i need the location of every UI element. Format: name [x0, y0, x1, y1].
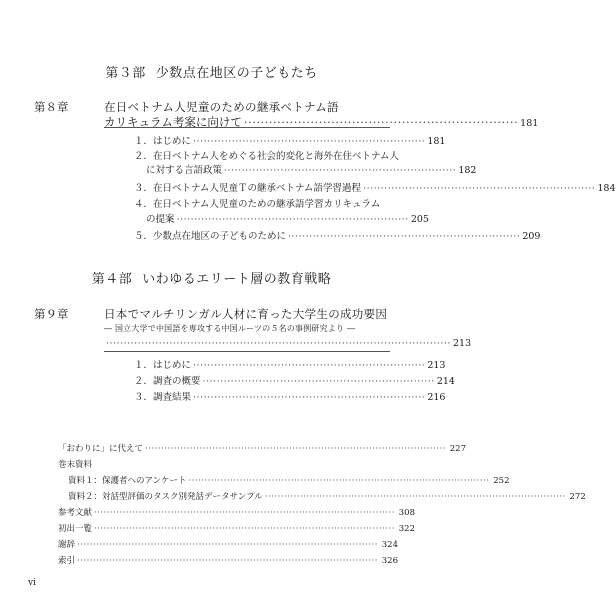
backmatter-page: 227 — [449, 444, 466, 454]
toc-entry — [146, 211, 429, 225]
chapter9-subtitle: ― 国立大学で中国語を専攻する中国ルーツの５名の事例研究より ― — [104, 324, 356, 333]
backmatter-page: 326 — [381, 556, 398, 566]
toc-entry-page: 182 — [458, 165, 477, 176]
backmatter-page: 324 — [381, 540, 398, 550]
toc-entry-text: ３．在日ベトナム人児童Ｔの継承ベトナム語学習過程 — [134, 183, 362, 194]
toc-entry-page: 213 — [427, 360, 446, 371]
leader-dots: ······························································································ — [264, 492, 566, 502]
part3-number: 第３部 — [105, 66, 146, 81]
chapter9-page-row — [104, 338, 472, 349]
backmatter-entry — [58, 522, 415, 534]
leader-dots: ·································································· — [202, 376, 435, 387]
toc-entry-page: 216 — [427, 392, 446, 403]
chapter9-title: 日本でマルチリンガル人材に育った大学生の成功要因 — [104, 307, 388, 321]
toc-entry — [134, 357, 446, 371]
toc-entry-text: ４．在日ベトナム人児童のための継承語学習カリキュラム — [134, 199, 381, 210]
backmatter-text: 謝辞 — [58, 540, 76, 550]
leader-dots: ······························································································ — [145, 444, 446, 454]
toc-entry-page: 205 — [410, 214, 429, 225]
backmatter-page: 252 — [493, 476, 510, 486]
leader-dots: ·································································· — [243, 115, 519, 129]
backmatter-text: 「おわりに」に代えて — [58, 444, 144, 454]
part4-title: いわゆるエリート層の教育戦略 — [142, 272, 332, 287]
toc-entry-continuation: の提案 — [146, 214, 175, 225]
toc-entry — [134, 228, 541, 242]
toc-entry-text: ３．調査結果 — [134, 392, 192, 403]
leader-dots: ·································································· — [224, 165, 457, 176]
toc-entry — [134, 373, 455, 387]
part3-heading — [0, 62, 423, 81]
toc-entry-text: １．はじめに — [134, 136, 192, 147]
toc-entry — [134, 133, 446, 147]
leader-dots: ·································································· — [193, 360, 426, 371]
chapter9-page: 213 — [452, 338, 472, 349]
backmatter-entry — [58, 458, 390, 470]
toc-entry-page: 214 — [436, 376, 455, 387]
backmatter-text: 索引 — [58, 556, 76, 566]
chapter9-rule — [104, 351, 390, 352]
backmatter-entry — [58, 506, 415, 518]
toc-entry-page: 181 — [427, 136, 446, 147]
backmatter-entry — [58, 442, 466, 454]
leader-dots: ······························································································ — [94, 524, 395, 534]
backmatter-page: 272 — [569, 492, 586, 502]
leader-dots: ·································································· — [193, 136, 426, 147]
leader-dots: ·································································· — [193, 392, 426, 403]
toc-entry-page: 184 — [597, 183, 616, 194]
toc-entry-page: 209 — [522, 231, 541, 242]
toc-entry-text: ２．調査の概要 — [134, 376, 201, 387]
leader-dots: ······························································································ — [77, 540, 378, 550]
backmatter-entry — [68, 490, 586, 502]
backmatter-text: 初出一覧 — [58, 524, 93, 534]
toc-entry-continuation: に対する言語政策 — [146, 165, 223, 176]
part4-number: 第４部 — [91, 272, 133, 287]
leader-dots: ·································································································· — [106, 338, 451, 349]
backmatter-page: 322 — [398, 524, 415, 534]
backmatter-entry — [58, 538, 398, 550]
leader-dots: ······························································································ — [188, 476, 490, 486]
toc-entry-text: ２．在日ベトナム人をめぐる社会的変化と海外在住ベトナム人 — [134, 151, 400, 162]
part4-heading — [0, 268, 423, 287]
backmatter-text: 資料１：保護者へのアンケート — [68, 476, 187, 486]
chapter8-title-line2: カリキュラム考案に向けて — [104, 115, 242, 129]
leader-dots: ······························································································ — [94, 508, 395, 518]
chapter8-rule — [104, 127, 390, 128]
toc-entry-text: ５．少数点在地区の子どものために — [134, 231, 287, 242]
toc-entry — [134, 180, 616, 194]
toc-entry-text: １．はじめに — [134, 360, 192, 371]
chapter8-title-line1: 在日ベトナム人児童のための継承ベトナム語 — [104, 100, 339, 114]
backmatter-entry — [68, 474, 510, 486]
leader-dots: ·································································· — [288, 231, 521, 242]
backmatter-text: 資料２：対話型評価のタスク別発話データサンプル — [68, 492, 263, 502]
page-number: vi — [28, 578, 36, 588]
backmatter-entry — [58, 554, 398, 566]
backmatter-text: 参考文献 — [58, 508, 93, 518]
chapter8-label: 第８章 — [34, 100, 69, 114]
backmatter-text: 巻末資料 — [58, 460, 93, 470]
leader-dots: ······························································································ — [77, 556, 378, 566]
toc-entry — [134, 389, 446, 403]
leader-dots: ·································································· — [363, 183, 596, 194]
chapter9-label: 第９章 — [34, 307, 69, 321]
leader-dots: ·································································· — [176, 214, 409, 225]
backmatter-page: 308 — [398, 508, 415, 518]
part3-title: 少数点在地区の子どもたち — [155, 66, 318, 81]
toc-entry — [146, 162, 477, 176]
chapter8-page: 181 — [520, 118, 539, 129]
